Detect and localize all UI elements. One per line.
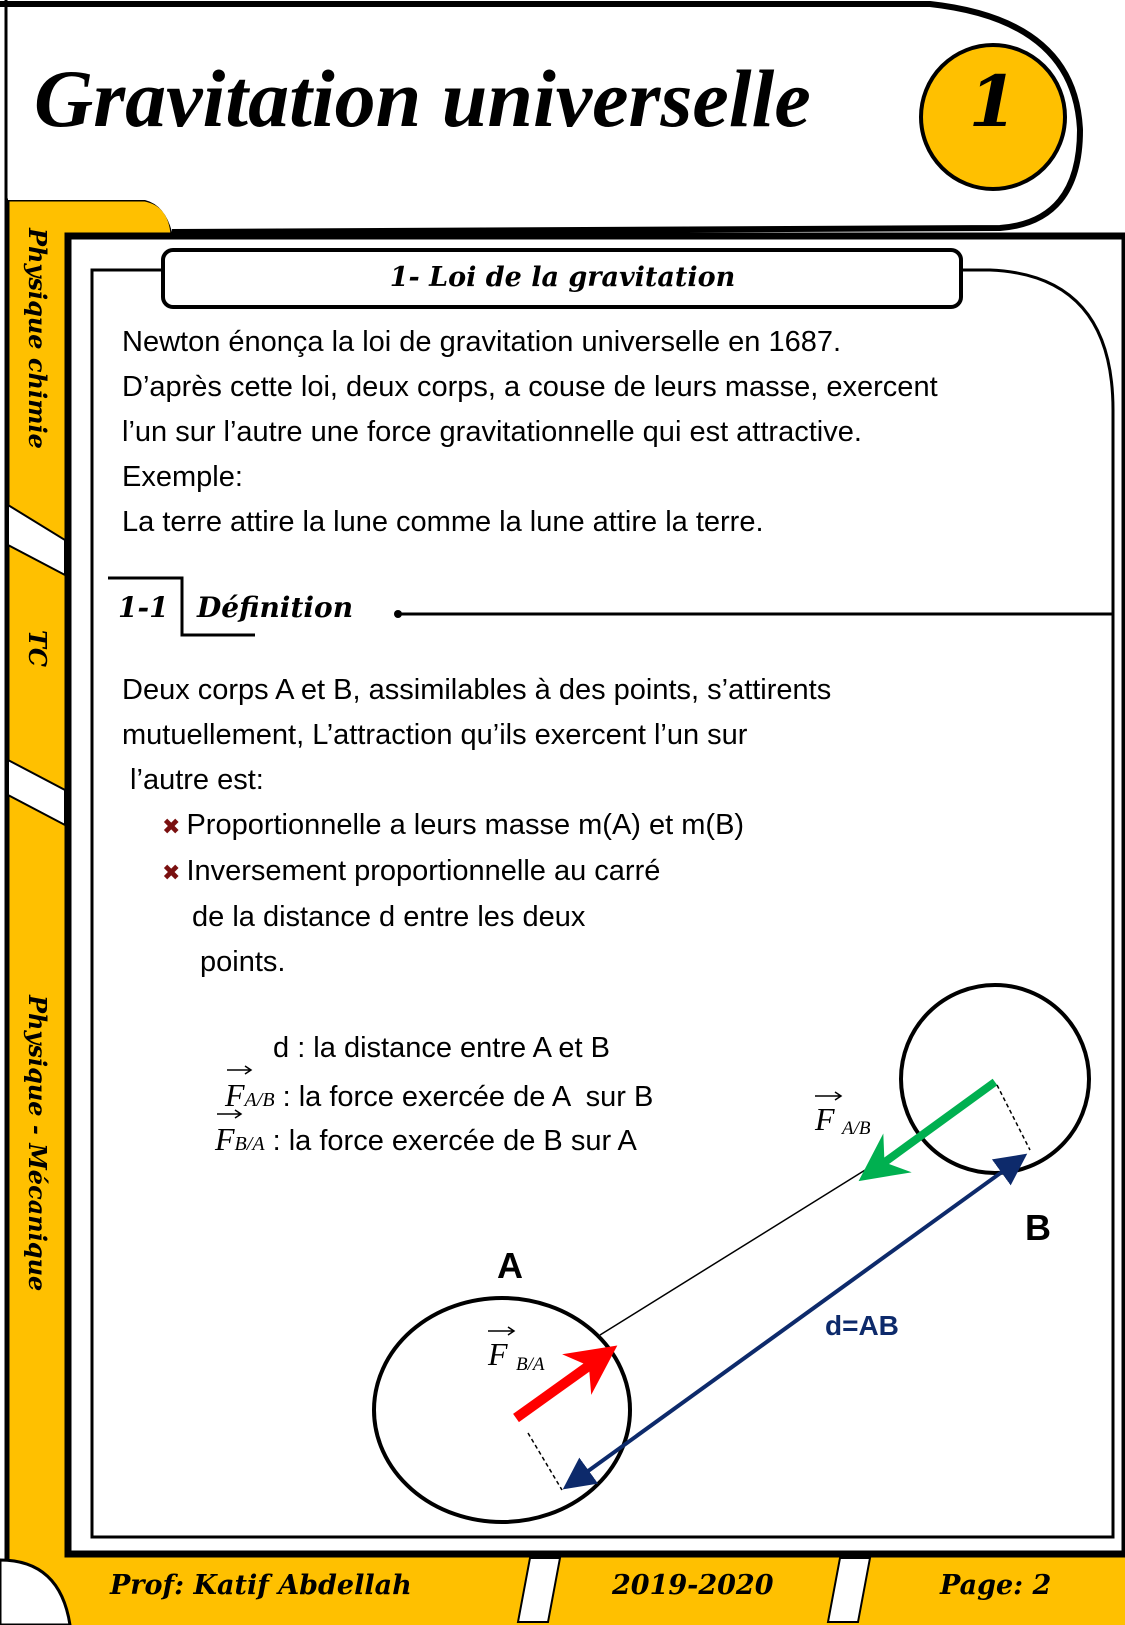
- bullet-text: Proportionnelle a leurs masse m(A) et m(B): [186, 809, 745, 841]
- label-a: A: [497, 1245, 523, 1286]
- bullet-item: [162, 849, 744, 895]
- definition-line: Deux corps A et B, assimilables à des points, s’attirents: [122, 674, 832, 706]
- bullet-text: Inversement proportionnelle au carré: [186, 855, 661, 887]
- page-title: Gravitation universelle: [34, 53, 811, 144]
- bullet-text: points.: [200, 946, 286, 978]
- legend-text: : la distance entre A et B: [289, 1032, 610, 1064]
- section-title: 1- Loi de la gravitation: [389, 262, 736, 293]
- footer-page: Page: 2: [940, 1570, 1052, 1601]
- distance-label: d=AB: [825, 1310, 899, 1341]
- definition-line: l’autre est:: [122, 764, 264, 796]
- force-ab-symbol: F: [815, 1101, 835, 1137]
- footer-author: Prof: Katif Abdellah: [110, 1570, 412, 1601]
- sidebar-level: TC: [23, 630, 52, 667]
- section-paragraph: [122, 320, 938, 545]
- subsection-number: 1-1: [118, 591, 169, 624]
- paragraph-line: Newton énonça la loi de gravitation universelle en 1687.: [122, 326, 842, 358]
- legend-symbol: d: [273, 1032, 290, 1064]
- sidebar-topic: Physique - Mécanique: [23, 995, 52, 1292]
- label-b: B: [1025, 1207, 1051, 1248]
- paragraph-line: La terre attire la lune comme la lune attire la terre.: [122, 506, 764, 538]
- bullet-text: de la distance d entre les deux: [192, 901, 586, 933]
- paragraph-line: Exemple:: [122, 461, 243, 493]
- bullet-list: [162, 803, 744, 985]
- cross-bullet-icon: ✖: [162, 860, 181, 885]
- legend-row: [273, 1032, 610, 1065]
- legend-row: [215, 1121, 637, 1158]
- paragraph-line: D’après cette loi, deux corps, a couse de leurs masse, exercent: [122, 371, 938, 403]
- force-ab-sub: A/B: [842, 1118, 871, 1139]
- legend-text: : la force exercée de A sur B: [274, 1081, 654, 1113]
- paragraph-line: l’un sur l’autre une force gravitationnelle qui est attractive.: [122, 416, 862, 448]
- footer-year: 2019-2020: [612, 1570, 774, 1601]
- legend-sub: B/A: [234, 1133, 265, 1155]
- legend-text: : la force exercée de B sur A: [264, 1125, 637, 1157]
- force-ba-symbol: F: [488, 1336, 508, 1372]
- bullet-item: [162, 803, 744, 849]
- cross-bullet-icon: ✖: [162, 814, 181, 839]
- chapter-number: 1: [968, 60, 1018, 143]
- legend-symbol: F: [225, 1077, 245, 1113]
- legend-sub: A/B: [244, 1089, 275, 1111]
- subsection-title: Définition: [197, 591, 354, 624]
- sidebar-subject: Physique chimie: [23, 228, 52, 449]
- legend-row: [225, 1077, 653, 1114]
- force-ba-sub: B/A: [516, 1354, 545, 1375]
- definition-text: [122, 668, 831, 803]
- definition-line: mutuellement, L’attraction qu’ils exercent l’un sur: [122, 719, 748, 751]
- legend-symbol: F: [215, 1121, 235, 1157]
